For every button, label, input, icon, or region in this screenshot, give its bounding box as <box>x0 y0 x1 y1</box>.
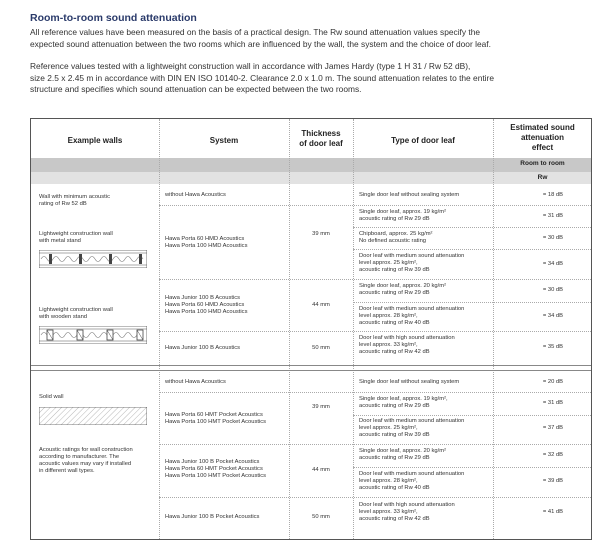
column-divider <box>493 119 494 539</box>
wall-text-line: Wall with minimum acoustic <box>39 194 110 200</box>
door-leaf-line: Single door leaf, approx. 19 kg/m² <box>359 209 447 215</box>
attenuation-value: = 31 dB <box>542 213 563 219</box>
door-leaf-line: acoustic rating of Rw 29 dB <box>359 216 430 222</box>
system-line: without Hawa Acoustics <box>165 192 226 198</box>
system-line: Hawa Junior 100 B Pocket Acoustics <box>165 459 260 465</box>
header-example-walls: Example walls <box>67 136 123 145</box>
attenuation-table <box>30 118 592 540</box>
header-thickness-line: Thickness <box>301 129 341 138</box>
row-line <box>159 444 591 445</box>
door-leaf-line: acoustic rating of Rw 42 dB <box>359 349 430 355</box>
door-leaf-line: Chipboard, approx. 25 kg/m² <box>359 231 433 237</box>
wall-note-line: acoustic values may vary if installed <box>39 461 132 467</box>
door-leaf-line: level approx. 33 kg/m², <box>359 342 418 348</box>
door-leaf-line: acoustic rating of Rw 42 dB <box>359 516 430 522</box>
row-line <box>159 497 591 498</box>
header-thickness <box>289 129 353 149</box>
system-line: Hawa Porta 100 HMT Pocket Acoustics <box>165 473 267 479</box>
door-leaf-line: Door leaf with medium sound attenuation <box>359 306 465 312</box>
door-leaf-type <box>359 253 491 274</box>
door-leaf-type <box>359 471 491 492</box>
attenuation-value: = 30 dB <box>542 287 563 293</box>
row-line <box>353 302 591 303</box>
wall-text-line: Solid wall <box>39 394 64 400</box>
system-line: Hawa Junior 100 B Acoustics <box>165 345 241 351</box>
door-leaf-line: Door leaf with medium sound attenuation <box>359 471 465 477</box>
header-thickness-line: of door leaf <box>299 139 343 148</box>
header-estimated <box>493 123 592 153</box>
door-leaf-type <box>359 306 491 327</box>
system-without-acoustics-solid <box>165 379 287 386</box>
door-leaf-line: acoustic rating of Rw 29 dB <box>359 455 430 461</box>
subheader-room-to-room: Room to room <box>520 160 565 167</box>
wall-solid <box>39 394 157 401</box>
attenuation-value: = 37 dB <box>542 425 563 431</box>
metal-stand-wall-drawing <box>39 250 147 268</box>
row-line <box>353 227 591 228</box>
door-leaf-type <box>359 209 491 223</box>
door-leaf-type <box>359 335 491 356</box>
system-junior-porta-hmt-pocket <box>165 459 287 480</box>
wall-text-line: with wooden stand <box>39 314 88 320</box>
system-without-acoustics <box>165 192 287 199</box>
system-line: Hawa Porta 60 HMT Pocket Acoustics <box>165 466 263 472</box>
system-line: Hawa Porta 100 HMD Acoustics <box>165 243 248 249</box>
row-line <box>353 415 591 416</box>
door-leaf-line: Single door leaf without sealing system <box>359 192 460 198</box>
door-leaf-type <box>359 418 491 439</box>
door-leaf-type <box>359 231 491 245</box>
header-estimated-line: effect <box>531 143 554 152</box>
door-leaf-type <box>359 379 491 386</box>
door-leaf-line: acoustic rating of Rw 39 dB <box>359 267 430 273</box>
thickness-value: 50 mm <box>312 345 330 351</box>
section-title: Room-to-room sound attenuation <box>30 12 197 24</box>
door-leaf-line: Door leaf with high sound attenuation <box>359 335 455 341</box>
solid-wall-drawing <box>39 407 147 425</box>
system-line: Hawa Porta 60 HMD Acoustics <box>165 236 245 242</box>
door-leaf-line: acoustic rating of Rw 29 dB <box>359 403 430 409</box>
door-leaf-line: level approx. 28 kg/m², <box>359 478 418 484</box>
system-line: Hawa Porta 60 HMT Pocket Acoustics <box>165 412 263 418</box>
door-leaf-line: Single door leaf, approx. 20 kg/m² <box>359 283 447 289</box>
header-door-leaf-type: Type of door leaf <box>391 136 455 145</box>
system-line: Hawa Porta 100 HMT Pocket Acoustics <box>165 419 267 425</box>
attenuation-value: = 34 dB <box>542 261 563 267</box>
intro-line: expected sound attenuation between the two rooms which are influenced by the wall, the system and the choice of door leaf. <box>30 38 491 49</box>
attenuation-value: = 32 dB <box>542 452 563 458</box>
system-line: Hawa Porta 100 HMD Acoustics <box>165 309 248 315</box>
attenuation-value: = 20 dB <box>542 379 563 385</box>
system-line: Hawa Porta 60 HMD Acoustics <box>165 302 245 308</box>
system-line: without Hawa Acoustics <box>165 379 226 385</box>
attenuation-value: = 39 dB <box>542 478 563 484</box>
wooden-stand-wall-drawing <box>39 326 147 344</box>
section-separator <box>31 365 591 366</box>
thickness-value: 39 mm <box>312 404 330 410</box>
header-estimated-line: Estimated sound <box>510 123 575 132</box>
door-leaf-line: acoustic rating of Rw 29 dB <box>359 290 430 296</box>
door-leaf-type <box>359 448 491 462</box>
row-line <box>159 331 591 332</box>
door-leaf-line: level approx. 28 kg/m², <box>359 313 418 319</box>
reference-line: Reference values tested with a lightweight construction wall in accordance with James Hardy (type 1 H 31 / Rw 52 dB), <box>30 61 471 71</box>
column-divider <box>289 119 290 539</box>
row-line <box>353 249 591 250</box>
thickness-value: 50 mm <box>312 514 330 520</box>
door-leaf-type <box>359 502 491 523</box>
door-leaf-line: Door leaf with high sound attenuation <box>359 502 455 508</box>
door-leaf-line: level approx. 33 kg/m², <box>359 509 418 515</box>
door-leaf-line: level approx. 25 kg/m², <box>359 260 418 266</box>
row-line <box>159 205 591 206</box>
system-porta-hmd <box>165 236 287 250</box>
door-leaf-line: acoustic rating of Rw 40 dB <box>359 485 430 491</box>
subheader-rw: Rw <box>537 174 548 181</box>
intro-line: All reference values have been measured on the basis of a practical design. The Rw sound attenuation values specify the <box>30 27 481 37</box>
wall-note-line: Acoustic ratings for wall construction <box>39 447 133 453</box>
wall-note-line: according to manufacturer. The <box>39 454 120 460</box>
wall-wooden-stand <box>39 307 157 321</box>
door-leaf-line: Single door leaf without sealing system <box>359 379 460 385</box>
door-leaf-line: acoustic rating of Rw 39 dB <box>359 432 430 438</box>
system-line: Hawa Junior 100 B Pocket Acoustics <box>165 514 260 520</box>
system-porta-hmt-pocket <box>165 412 287 426</box>
wall-text-line: rating of Rw 52 dB <box>39 201 87 207</box>
system-line: Hawa Junior 100 B Acoustics <box>165 295 241 301</box>
row-line <box>353 467 591 468</box>
attenuation-value: = 35 dB <box>542 344 563 350</box>
door-leaf-line: Door leaf with medium sound attenuation <box>359 418 465 424</box>
door-leaf-line: Single door leaf, approx. 19 kg/m², <box>359 396 448 402</box>
attenuation-value: = 41 dB <box>542 509 563 515</box>
reference-paragraph <box>30 61 590 96</box>
system-junior-pocket <box>165 514 287 521</box>
column-divider <box>159 119 160 539</box>
reference-line: size 2.5 x 2.45 m in accordance with DIN EN ISO 10140-2. Clearance 2.0 x 1.0 m. The sound attenuation relates to the entire <box>30 72 494 83</box>
wall-minimum-rating <box>39 194 157 208</box>
attenuation-value: = 30 dB <box>542 235 563 241</box>
thickness-value: 39 mm <box>312 231 330 237</box>
system-junior-acoustics <box>165 345 287 352</box>
door-leaf-line: acoustic rating of Rw 40 dB <box>359 320 430 326</box>
attenuation-value: = 18 dB <box>542 192 563 198</box>
thickness-value: 44 mm <box>312 467 330 473</box>
attenuation-value: = 31 dB <box>542 400 563 406</box>
thickness-value: 44 mm <box>312 302 330 308</box>
header-system: System <box>209 136 239 145</box>
wall-note-line: in different wall types. <box>39 468 95 474</box>
wall-text-line: Lightweight construction wall <box>39 307 113 313</box>
wall-text-line: Lightweight construction wall <box>39 231 113 237</box>
wall-note <box>39 447 159 475</box>
door-leaf-type <box>359 396 491 410</box>
reference-line: structure and specifies which sound attenuation can be expected between the two rooms. <box>30 84 362 94</box>
section-separator <box>31 370 591 371</box>
row-line <box>159 392 591 393</box>
door-leaf-line: level approx. 25 kg/m², <box>359 425 418 431</box>
door-leaf-line: Door leaf with medium sound attenuation <box>359 253 465 259</box>
door-leaf-type <box>359 192 491 199</box>
header-estimated-line: attenuation <box>520 133 565 142</box>
intro-paragraph <box>30 27 590 50</box>
attenuation-value: = 34 dB <box>542 313 563 319</box>
column-divider <box>353 119 354 539</box>
door-leaf-type <box>359 283 491 297</box>
wall-text-line: with metal stand <box>39 238 81 244</box>
row-line <box>159 279 591 280</box>
door-leaf-line: Single door leaf, approx. 20 kg/m² <box>359 448 447 454</box>
door-leaf-line: No defined acoustic rating <box>359 238 427 244</box>
system-junior-porta-hmd <box>165 295 287 316</box>
wall-metal-stand <box>39 231 157 245</box>
